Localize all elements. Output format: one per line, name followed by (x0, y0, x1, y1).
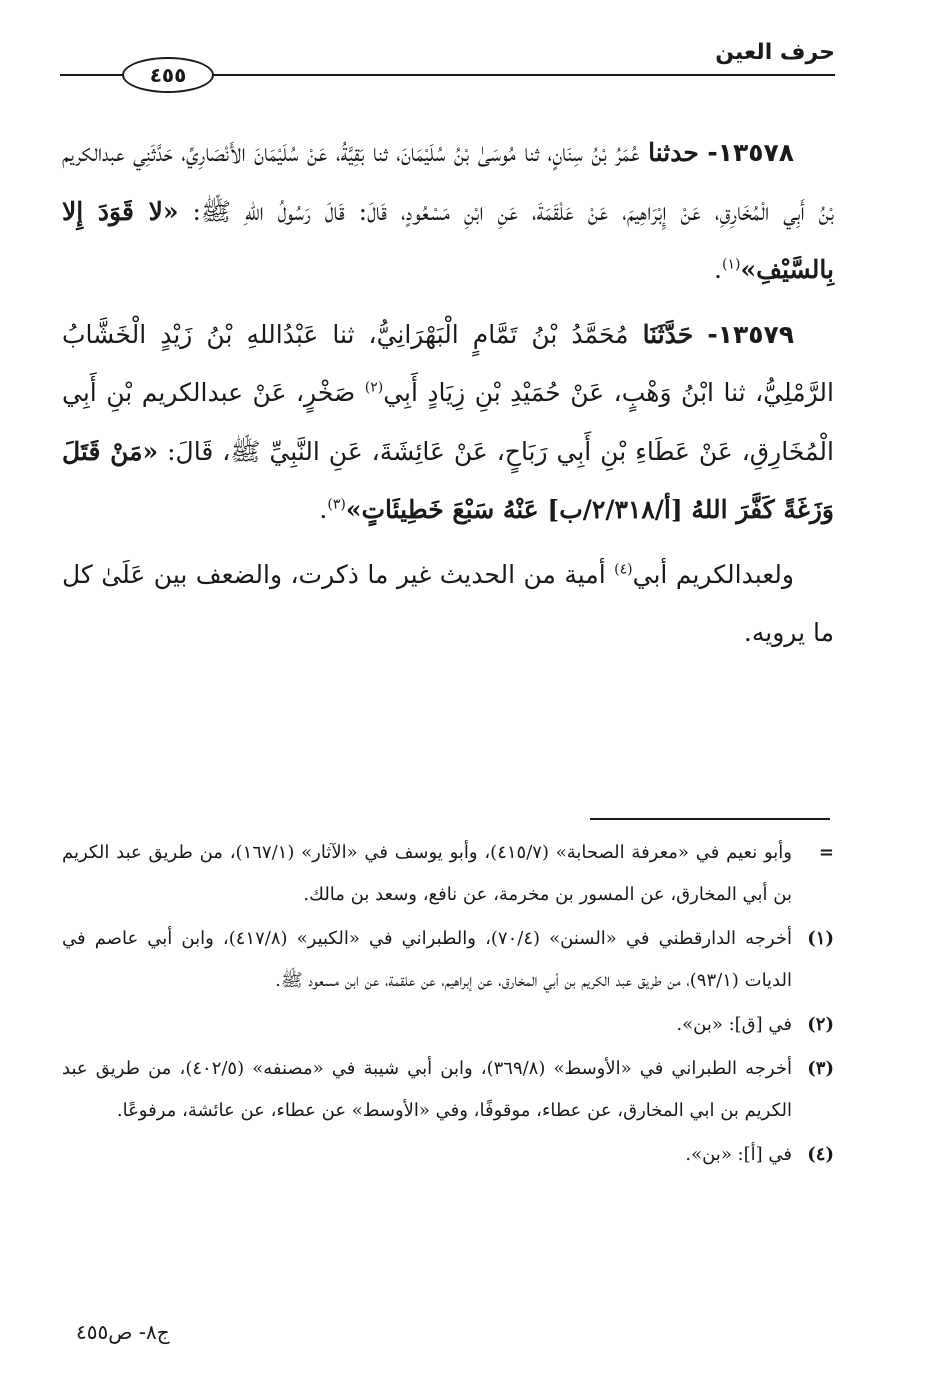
footnote-mark: (١) (807, 928, 834, 949)
footnote-ref: (٢) (364, 379, 384, 396)
footnote-3 (62, 1048, 834, 1132)
footnote-continued (62, 832, 834, 916)
footnote-ref: (٣) (327, 496, 346, 513)
footnotes (62, 832, 834, 1178)
footnote-mark: (٤) (807, 1144, 834, 1165)
footnote-mark: (٢) (807, 1014, 834, 1035)
main-text (62, 124, 834, 669)
hadith-chain: عُمَرُ بْنُ سِنَانٍ، ثنا مُوسَىٰ بْنُ سُلَيْمَانَ، ثنا بَقِيَّةُ، عَنْ سُلَيْمَانَ الأَنْصَارِيِّ، حَدَّثَنِي عبدالكريم بْنُ أَبِي الْمُخَارِقِ، عَنْ إِبْرَاهِيمَ، عَنْ عَلْقَمَةَ، عَنِ ابْنِ مَسْعُودٍ، قَالَ: قَالَ رَسُولُ اللهِ ﷺ: (62, 138, 834, 226)
footnote-1 (62, 918, 834, 1002)
chapter-title: حرف العين (715, 40, 835, 65)
page-number: ٤٥٥ (122, 57, 214, 93)
footnote-text: أخرجه الدارقطني في «السنن» (٧٠/٤)، والطبراني في «الكبير» (٤١٧/٨)، وابن أبي عاصم في الديات (٩٣/١)، من طريق عبد الكريم بن أبي المخارق، عن إبراهيم، عن علقمة، عن ابن مسعود ﷺ. (62, 928, 792, 991)
page-footer: ج٨- ص٤٥٥ (76, 1320, 170, 1344)
hadith-quote: «لا قَوَدَ إِلا بِالسَّيْفِ» (62, 196, 834, 284)
hadith-13578 (62, 124, 834, 300)
hadith-lead: حَدَّثَنَا (642, 319, 694, 349)
footnote-ref: (١) (721, 256, 741, 273)
footnote-ref: (٤) (614, 561, 633, 578)
footnote-text: في [أ]: «بن». (685, 1144, 792, 1165)
hadith-13579 (62, 306, 834, 540)
footnote-separator (590, 818, 830, 820)
footnote-text: أخرجه الطبراني في «الأوسط» (٣٦٩/٨)، وابن أبي شيبة في «مصنفه» (٤٠٢/٥)، من طريق عبد الكريم بن ابي المخارق، عن عطاء، موقوفًا، وفي «الأوسط» عن عطاء، عن عائشة، مرفوعًا. (62, 1058, 792, 1121)
footnote-text: وأبو نعيم في «معرفة الصحابة» (٤١٥/٧)، وأبو يوسف في «الآثار» (١٦٧/١)، من طريق عبد الكريم بن أبي المخارق، عن المسور بن مخرمة، عن نافع، وسعد بن مالك. (62, 842, 793, 905)
hadith-lead: حدثنا (648, 138, 699, 167)
hadith-end: . (319, 495, 328, 524)
closing-text-cont: أمية من الحديث غير ما ذكرت، والضعف بين عَلَىٰ كل ما يرويه. (62, 559, 834, 647)
hadith-chain: مُحَمَّدُ بْنُ تَمَّامٍ الْبَهْرَانِيُّ، ثنا عَبْدُاللهِ بْنُ زَيْدٍ الْخَشَّابُ الرَّمْلِيُّ، ثنا ابْنُ وَهْبٍ، عَنْ حُمَيْدِ بْنِ زِيَادٍ أَبِي (62, 319, 834, 407)
footnote-4 (62, 1134, 834, 1176)
page-header (60, 38, 835, 98)
footnote-text: في [ق]: «بن». (676, 1014, 792, 1035)
closing-text: ولعبدالكريم أبي (632, 559, 795, 589)
footnote-2 (62, 1004, 834, 1046)
footnote-mark: (٣) (807, 1058, 834, 1079)
hadith-quote: «مَنْ قَتَلَ وَزَغَةً كَفَّرَ اللهُ [أ/٢/٣١٨/ب] عَنْهُ سَبْعَ خَطِيئَاتٍ» (62, 436, 834, 524)
hadith-number: ١٣٥٧٨- (707, 138, 795, 167)
footnote-mark: = (818, 842, 834, 863)
hadith-end: . (714, 255, 722, 284)
hadith-number: ١٣٥٧٩- (707, 319, 795, 349)
closing-paragraph (62, 546, 834, 663)
hadith-chain-cont: صَخْرٍ، عَنْ عبدالكريم بْنِ أَبِي الْمُخَارِقِ، عَنْ عَطَاءِ بْنِ أَبِي رَبَاحٍ، عَنْ عَائِشَةَ، عَنِ النَّبِيِّ ﷺ، قَالَ: (62, 378, 834, 466)
